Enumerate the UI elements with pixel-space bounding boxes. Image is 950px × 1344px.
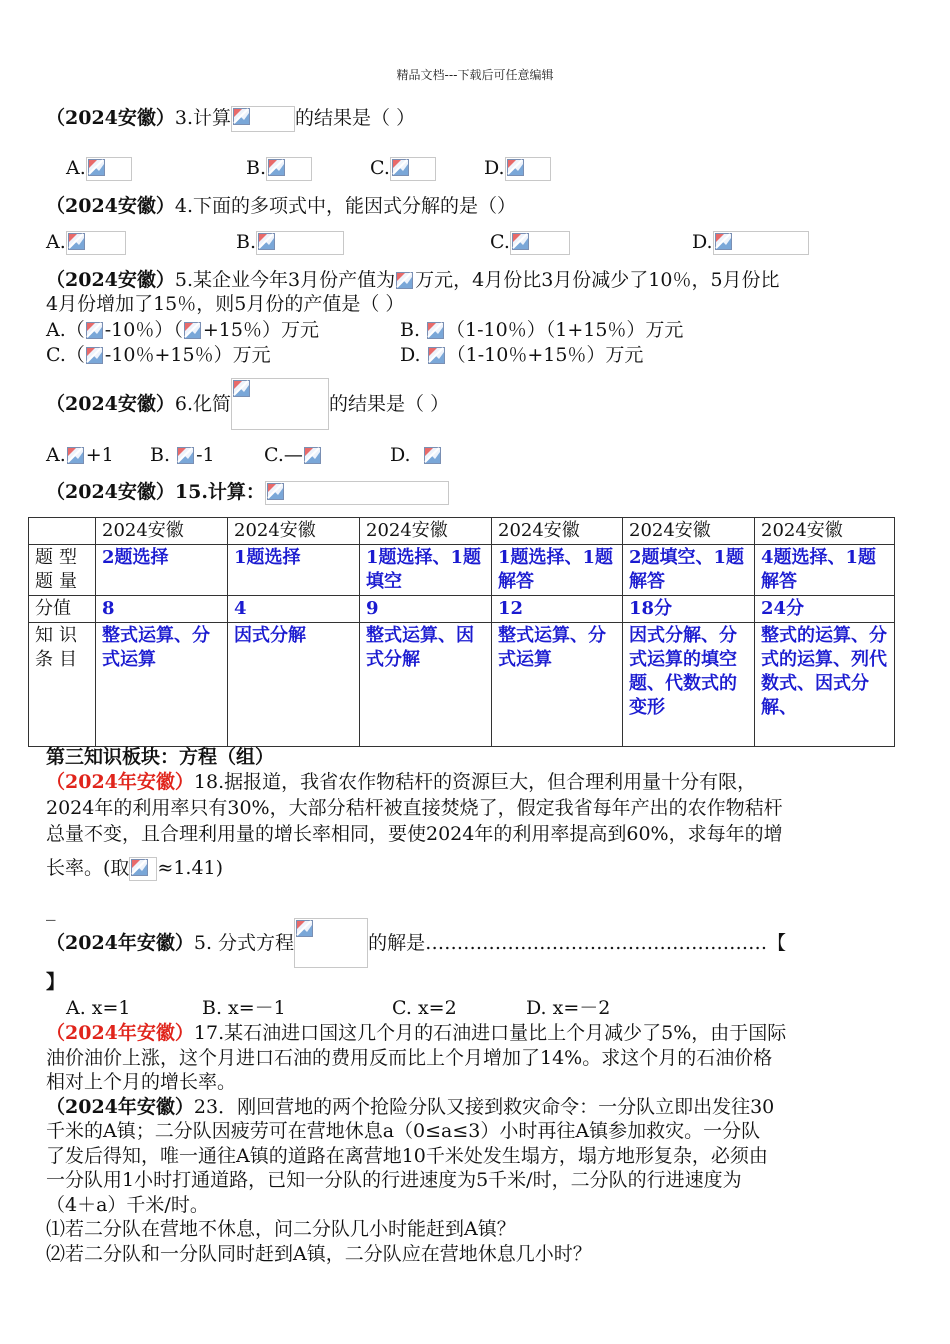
q23-line4: 一分队用1小时打通道路，已知一分队的行进速度为5千米/时，二分队的行进速度为	[46, 1169, 742, 1191]
table-cell: 24分	[755, 596, 895, 623]
q23-source: （2024年安徽）	[46, 1096, 194, 1118]
q3-options	[66, 156, 551, 181]
q6-option-b: B.	[150, 444, 171, 466]
broken-image-icon	[233, 108, 250, 125]
table-cell: 2题选择	[96, 545, 228, 596]
q23-sub2: ⑵若二分队和一分队同时赶到A镇，二分队应在营地休息几小时？	[46, 1243, 592, 1265]
broken-image-icon	[258, 233, 275, 250]
stray-underscore: _	[46, 899, 56, 921]
q5b-option-b: B. x=－1	[202, 997, 286, 1019]
q5b-option-a: A. x=1	[66, 997, 131, 1019]
q5-option-a-mid: -10％）（	[104, 319, 183, 341]
table-cell: 整式运算、因式分解	[360, 623, 492, 747]
q3-option-c: C.	[370, 157, 390, 179]
table-cell	[29, 518, 96, 545]
formula-image	[86, 157, 132, 181]
q4-option-c: C.	[490, 231, 510, 253]
q5b-option-c: C. x=2	[392, 997, 457, 1019]
q3-option-b: B.	[246, 157, 267, 179]
table-cell: 12	[492, 596, 623, 623]
formula-image	[426, 321, 446, 341]
q17-line2: 油价油价上涨，这个月进口石油的费用反而比上个月增加了14%。求这个月的石油价格	[46, 1047, 773, 1069]
formula-image	[395, 271, 415, 291]
q5-stem-cont: 万元，4月份比3月份减少了10％，5月份比	[415, 269, 780, 291]
q3-stem: 3.计算	[174, 107, 232, 129]
broken-image-icon	[86, 347, 103, 364]
table-cell: 整式的运算、分式的运算、列代数式、因式分解、	[755, 623, 895, 747]
q18-source: （2024年安徽）	[46, 771, 194, 793]
table-cell: 2题填空、1题解答	[623, 545, 755, 596]
q3-option-d: D.	[484, 157, 505, 179]
q4-options	[46, 230, 809, 255]
row-label: 知识条目	[29, 623, 96, 747]
table-cell: 因式分解、分式运算的填空题、代数式的变形	[623, 623, 755, 747]
broken-image-icon	[88, 159, 105, 176]
formula-image	[427, 346, 447, 366]
question-6	[46, 378, 449, 430]
q4-option-a: A.	[46, 231, 66, 253]
table-header: 2024安徽	[623, 518, 755, 545]
question-23	[46, 1095, 774, 1119]
q6-option-a-text: +1	[85, 444, 114, 466]
table-row	[29, 545, 895, 596]
broken-image-icon	[428, 347, 445, 364]
q23-text: 23．刚回营地的两个抢险分队又接到救灾命令：一分队立即出发往30	[193, 1096, 775, 1118]
q5b-option-d: D. x=－2	[526, 997, 611, 1019]
q23-line3: 了发后得知，唯一通往A镇的道路在离营地10千米处发生塌方，塌方地形复杂，必须由	[46, 1145, 768, 1167]
q5-line2: 4月份增加了15％，则5月份的产值是（ ）	[46, 293, 405, 315]
q15-stem: （2024安徽）15.计算：	[46, 481, 265, 503]
table-cell: 4题选择、1题解答	[755, 545, 895, 596]
q6-stem-end: 的结果是（ ）	[329, 393, 450, 415]
section-title: 第三知识板块：方程（组）	[46, 746, 275, 768]
q23-sub1: ⑴若二分队在营地不休息，问二分队几小时能赶到A镇？	[46, 1218, 516, 1240]
formula-image	[176, 446, 196, 466]
broken-image-icon	[512, 233, 529, 250]
table-header: 2024安徽	[492, 518, 623, 545]
q5-options-ab	[46, 318, 683, 342]
q6-option-b-text: -1	[196, 444, 215, 466]
question-5	[46, 268, 780, 292]
q5b-stem-end: 的解是………………………………………………【	[368, 932, 787, 954]
broken-image-icon	[67, 447, 84, 464]
page-header: 精品文档---下载后可任意编辑	[396, 68, 554, 82]
broken-image-icon	[304, 447, 321, 464]
formula-image	[231, 106, 295, 132]
table-cell: 整式运算、分式运算	[492, 623, 623, 747]
formula-image	[231, 378, 329, 430]
q18-text4: 长率。(取	[46, 857, 130, 879]
q5-option-c-text: -10％+15％）万元	[104, 344, 271, 366]
question-17	[46, 1021, 786, 1045]
q23-line5: （4＋a）千米/时。	[46, 1194, 209, 1216]
q18-text4-end: ≈1.41)	[157, 857, 224, 879]
formula-image	[713, 231, 809, 255]
table-row	[29, 623, 895, 747]
q5-option-b-text: （1-10％）（1+15％）万元	[446, 319, 684, 341]
exam-stats-table	[28, 517, 895, 747]
q18-line3: 总量不变，且合理利用量的增长率相同，要使2024年的利用率提高到60%，求每年的增	[46, 823, 783, 845]
q6-source: （2024安徽）	[46, 393, 175, 415]
formula-image	[256, 231, 344, 255]
formula-image	[266, 157, 312, 181]
broken-image-icon	[392, 159, 409, 176]
broken-image-icon	[715, 233, 732, 250]
table-cell: 因式分解	[228, 623, 360, 747]
broken-image-icon	[424, 447, 441, 464]
question-15	[46, 480, 449, 505]
q4-stem: 4.下面的多项式中，能因式分解的是（）	[174, 195, 517, 217]
broken-image-icon	[184, 322, 201, 339]
broken-image-icon	[233, 380, 250, 397]
formula-image	[423, 446, 443, 466]
broken-image-icon	[86, 322, 103, 339]
question-4	[46, 194, 516, 218]
q3-stem-end: 的结果是（ ）	[295, 107, 416, 129]
q5b-options	[66, 996, 610, 1020]
q6-option-d: D.	[390, 444, 411, 466]
table-cell: 整式运算、分式运算	[96, 623, 228, 747]
q6-options	[46, 443, 443, 467]
table-cell: 8	[96, 596, 228, 623]
q18-text: 18.据报道，我省农作物秸杆的资源巨大，但合理利用量十分有限，	[193, 771, 757, 793]
question-5-equation	[46, 918, 906, 968]
broken-image-icon	[396, 272, 413, 289]
q23-line2: 千米的A镇；二分队因疲劳可在营地休息a（0≤a≤3）小时再往A镇参加救灾。一分队	[46, 1120, 761, 1142]
broken-image-icon	[268, 159, 285, 176]
q17-line3: 相对上个月的增长率。	[46, 1071, 237, 1093]
q5b-source: （2024年安徽）	[46, 932, 194, 954]
q6-option-c: C.—	[264, 444, 303, 466]
table-row	[29, 518, 895, 545]
formula-image	[183, 321, 203, 341]
table-header: 2024安徽	[96, 518, 228, 545]
q5-option-d: D.	[400, 344, 427, 366]
table-cell: 18分	[623, 596, 755, 623]
formula-image	[265, 481, 449, 505]
table-cell: 1题选择、1题解答	[492, 545, 623, 596]
q6-stem: 6.化简	[174, 393, 232, 415]
row-label: 题型题量	[29, 545, 96, 596]
q5b-stem: 5. 分式方程	[193, 932, 295, 954]
q4-source: （2024安徽）	[46, 195, 175, 217]
table-cell: 9	[360, 596, 492, 623]
formula-image	[129, 857, 157, 881]
q3-source: （2024安徽）	[46, 107, 175, 129]
formula-image	[294, 918, 368, 968]
q18-line4	[46, 856, 223, 881]
formula-image	[510, 231, 570, 255]
formula-image	[505, 157, 551, 181]
formula-image	[66, 446, 86, 466]
broken-image-icon	[267, 483, 284, 500]
q5-stem: 5.某企业今年3月份产值为	[174, 269, 396, 291]
q5-option-c: C.（	[46, 344, 85, 366]
formula-image	[66, 231, 126, 255]
broken-image-icon	[131, 859, 148, 876]
table-header: 2024安徽	[228, 518, 360, 545]
question-3	[46, 106, 415, 132]
table-row	[29, 596, 895, 623]
table-cell: 4	[228, 596, 360, 623]
formula-image	[85, 346, 105, 366]
broken-image-icon	[177, 447, 194, 464]
q5-option-b: B.	[400, 319, 427, 341]
q3-option-a: A.	[66, 157, 86, 179]
table-cell: 1题选择、1题填空	[360, 545, 492, 596]
row-label: 分值	[29, 596, 96, 623]
broken-image-icon	[507, 159, 524, 176]
broken-image-icon	[68, 233, 85, 250]
table-cell: 1题选择	[228, 545, 360, 596]
formula-image	[390, 157, 436, 181]
q5-option-a-end: +15％）万元	[202, 319, 319, 341]
q17-text: 17.某石油进口国这几个月的石油进口量比上个月减少了5%，由于国际	[193, 1022, 787, 1044]
q17-source: （2024年安徽）	[46, 1022, 194, 1044]
q4-option-d: D.	[692, 231, 713, 253]
q5-option-a: A.（	[46, 319, 85, 341]
table-header: 2024安徽	[755, 518, 895, 545]
table-header: 2024安徽	[360, 518, 492, 545]
q18-line2: 2024年的利用率只有30%，大部分秸杆被直接焚烧了，假定我省每年产出的农作物秸杆	[46, 797, 783, 819]
question-18	[46, 770, 756, 794]
broken-image-icon	[296, 920, 313, 937]
formula-image	[85, 321, 105, 341]
q6-option-a: A.	[46, 444, 66, 466]
q5-option-d-text: （1-10％+15％）万元	[446, 344, 644, 366]
formula-image	[303, 446, 323, 466]
q5-options-cd	[46, 343, 643, 367]
broken-image-icon	[427, 322, 444, 339]
q4-option-b: B.	[236, 231, 257, 253]
q5-source: （2024安徽）	[46, 269, 175, 291]
q5b-bracket: 】	[46, 971, 66, 993]
